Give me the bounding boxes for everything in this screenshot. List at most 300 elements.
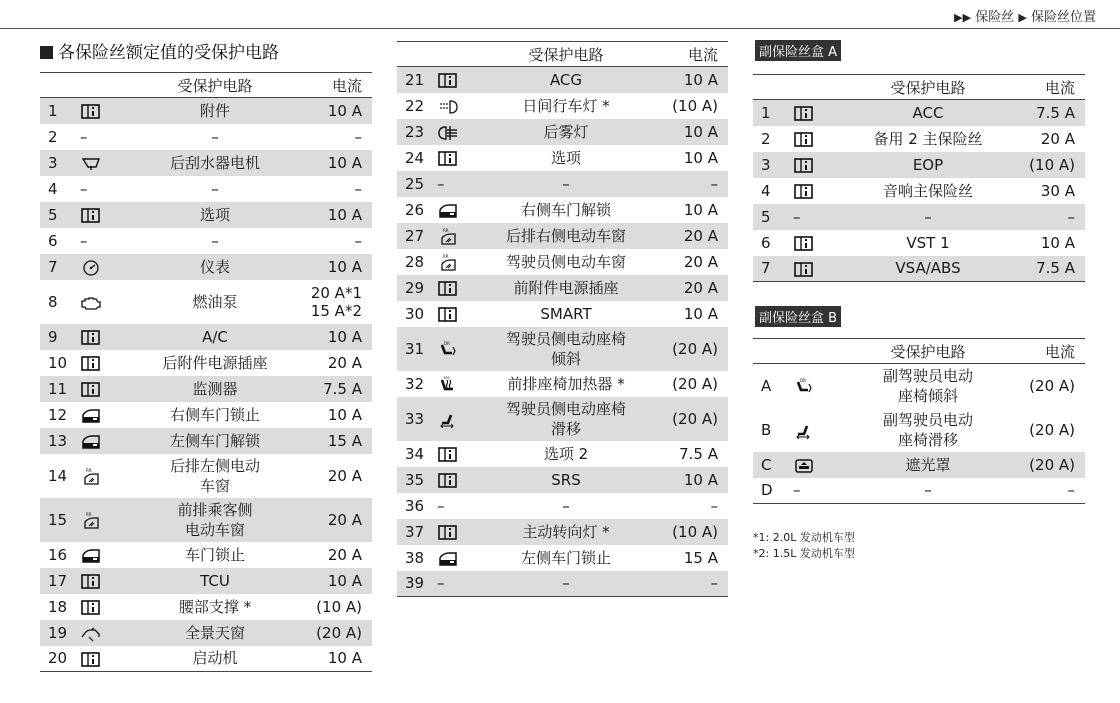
door-lock-icon <box>437 550 459 566</box>
amp-line: 10 A <box>327 649 362 668</box>
col-header-icon <box>437 42 481 67</box>
header-divider <box>0 28 1120 29</box>
circuit-line: ACC <box>912 103 944 122</box>
fuse-icon-cell <box>793 178 848 204</box>
fuse-icon-cell <box>437 67 481 93</box>
circuit-line: 备用 2 主保险丝 <box>873 129 983 148</box>
fuse-icon-cell <box>80 594 140 620</box>
fuse-icon-cell <box>80 542 140 568</box>
power-window-icon <box>437 228 459 244</box>
circuit-line: – <box>924 481 932 500</box>
book-icon <box>793 157 815 173</box>
fuse-amperage <box>290 620 372 646</box>
fuse-icon-cell <box>80 376 140 402</box>
breadcrumb <box>954 6 1096 25</box>
col-header-circuit: 受保护电路 <box>890 342 966 361</box>
col-header-icon <box>793 75 848 100</box>
fuse-number: 2 <box>761 129 771 148</box>
circuit-line: 燃油泵 <box>192 292 238 311</box>
fuse-number: 34 <box>405 444 425 463</box>
protected-circuit <box>848 100 1008 126</box>
table-row <box>397 301 728 327</box>
amp-line: 20 A <box>1040 129 1075 148</box>
circuit-line: 驾驶员侧电动座椅 <box>505 399 626 418</box>
amp-line: 7.5 A <box>679 444 718 463</box>
fuse-number: 3 <box>761 155 771 174</box>
fuse-number: 3 <box>48 153 58 172</box>
amp-line: 10 A <box>327 205 362 224</box>
circuit-line: 附件 <box>199 101 230 120</box>
fuse-amperage <box>1008 408 1085 452</box>
amp-line: 10 A <box>327 257 362 276</box>
fuse-amperage <box>290 254 372 280</box>
fuse-amperage <box>290 202 372 228</box>
amp-line: 20 A <box>327 466 362 485</box>
book-icon <box>80 355 102 371</box>
fuse-icon-cell <box>437 493 481 519</box>
table-row <box>753 152 1085 178</box>
fuse-amperage <box>290 402 372 428</box>
fuse-icon-cell <box>437 519 481 545</box>
table-row <box>40 202 372 228</box>
fuse-amperage <box>651 67 728 93</box>
fuse-amperage <box>290 376 372 402</box>
amp-line: (20 A) <box>316 623 362 642</box>
book-icon <box>793 183 815 199</box>
table-row <box>397 67 728 93</box>
amp-line: 7.5 A <box>323 379 362 398</box>
sub-fuse-box-b-table <box>753 338 1085 504</box>
fuse-amperage <box>651 145 728 171</box>
fuse-icon-cell <box>80 202 140 228</box>
amp-line: (10 A) <box>672 96 718 115</box>
fuse-amperage <box>290 150 372 176</box>
fuse-icon-cell <box>437 171 481 197</box>
fuse-number: 17 <box>48 571 68 590</box>
amp-line: (20 A) <box>672 339 718 358</box>
power-window-icon <box>80 468 102 484</box>
seat-recline-icon <box>793 378 815 394</box>
book-icon <box>793 105 815 121</box>
amp-line: – <box>710 174 718 193</box>
table-row <box>397 397 728 441</box>
protected-circuit <box>848 408 1008 452</box>
circuit-line: 副驾驶员电动 <box>882 410 973 429</box>
amp-line: 20 A <box>683 252 718 271</box>
dash-text: – <box>80 231 88 250</box>
protected-circuit <box>481 441 651 467</box>
fuse-icon-cell <box>80 176 140 202</box>
fuse-number: 10 <box>48 353 68 372</box>
fuse-amperage <box>651 171 728 197</box>
meter-icon <box>80 259 102 275</box>
table-row <box>40 176 372 202</box>
fuse-number: 25 <box>405 174 425 193</box>
table-row <box>40 498 372 542</box>
table-row <box>40 568 372 594</box>
book-icon <box>793 235 815 251</box>
fuse-icon-cell <box>437 327 481 371</box>
protected-circuit <box>481 571 651 597</box>
fuse-amperage <box>651 545 728 571</box>
fuse-number: 12 <box>48 405 68 424</box>
circuit-line: – <box>211 179 219 198</box>
fuse-number: 4 <box>761 181 771 200</box>
circuit-line: 选项 <box>199 205 230 224</box>
table-row <box>397 93 728 119</box>
book-icon <box>80 103 102 119</box>
fuse-icon-cell <box>80 402 140 428</box>
fuse-amperage <box>651 371 728 397</box>
protected-circuit <box>848 478 1008 504</box>
protected-circuit <box>848 256 1008 282</box>
protected-circuit <box>140 568 290 594</box>
protected-circuit <box>140 594 290 620</box>
circuit-line: 后排右侧电动车窗 <box>505 226 626 245</box>
fuse-number: 23 <box>405 122 425 141</box>
table-row <box>40 402 372 428</box>
fuse-amperage <box>290 568 372 594</box>
protected-circuit <box>140 228 290 254</box>
svg-text:RR: RR <box>443 254 449 259</box>
fuse-icon-cell <box>437 145 481 171</box>
fuse-number: 16 <box>48 545 68 564</box>
fuse-icon-cell <box>437 467 481 493</box>
protected-circuit <box>481 249 651 275</box>
book-icon <box>80 329 102 345</box>
col-header-circuit: 受保护电路 <box>528 45 604 64</box>
fuse-icon-cell <box>80 498 140 542</box>
col-header-amp: 电流 <box>1044 342 1075 361</box>
table-row <box>753 256 1085 282</box>
protected-circuit <box>481 93 651 119</box>
book-icon <box>437 280 459 296</box>
table-row <box>397 275 728 301</box>
fuse-icon-cell <box>80 620 140 646</box>
circuit-line: 右侧车门解锁 <box>520 200 611 219</box>
circuit-line: 音响主保险丝 <box>882 181 973 200</box>
fuse-icon-cell <box>793 478 848 504</box>
door-lock-icon <box>80 433 102 449</box>
svg-text:DR: DR <box>800 378 806 384</box>
fuse-amperage <box>651 327 728 371</box>
fuse-icon-cell <box>437 301 481 327</box>
sub-fuse-box-b-title: 副保险丝盒 B <box>755 306 841 327</box>
amp-line: 15 A <box>327 431 362 450</box>
circuit-line: ACG <box>549 70 583 89</box>
amp-line: 10 A <box>683 148 718 167</box>
amp-line: – <box>354 231 362 250</box>
table-row <box>397 171 728 197</box>
book-icon <box>80 573 102 589</box>
table-row <box>40 150 372 176</box>
power-window-icon <box>80 512 102 528</box>
fuse-number: 22 <box>405 96 425 115</box>
circuit-line: 电动车窗 <box>184 520 245 539</box>
table-row <box>753 178 1085 204</box>
protected-circuit <box>140 202 290 228</box>
amp-line: (20 A) <box>1029 420 1075 439</box>
table-row <box>397 571 728 597</box>
circuit-line: 前附件电源插座 <box>513 278 619 297</box>
col-header-circuit: 受保护电路 <box>177 76 253 95</box>
fuse-amperage <box>1008 204 1085 230</box>
fuse-icon-cell <box>793 364 848 408</box>
table-row <box>40 350 372 376</box>
dash-text: – <box>437 496 445 515</box>
col-header-amp: 电流 <box>1044 78 1075 97</box>
amp-line: (20 A) <box>1029 455 1075 474</box>
svg-text:RR: RR <box>86 468 92 473</box>
fuse-icon-cell <box>793 100 848 126</box>
protected-circuit <box>140 454 290 498</box>
table-row <box>397 441 728 467</box>
fuse-number: 6 <box>761 233 771 252</box>
fuse-table-1-20 <box>40 72 372 672</box>
col-header-icon <box>80 73 140 98</box>
table-row <box>40 254 372 280</box>
protected-circuit <box>848 152 1008 178</box>
amp-line: 20 A <box>683 278 718 297</box>
fuse-icon-cell <box>80 350 140 376</box>
amp-line: 20 A <box>683 226 718 245</box>
table-row <box>753 478 1085 504</box>
fuse-number: 11 <box>48 379 68 398</box>
fuse-amperage <box>290 454 372 498</box>
circuit-line: 滑移 <box>550 419 581 438</box>
protected-circuit <box>848 364 1008 408</box>
fuse-number: 15 <box>48 510 68 529</box>
circuit-line: – <box>924 207 932 226</box>
rear-fog-icon <box>437 124 459 140</box>
book-icon <box>80 207 102 223</box>
protected-circuit <box>140 150 290 176</box>
power-window-icon <box>437 254 459 270</box>
circuit-line: – <box>562 496 570 515</box>
fuse-icon-cell <box>437 545 481 571</box>
amp-line: 7.5 A <box>1036 259 1075 278</box>
amp-line: 10 A <box>327 153 362 172</box>
fuse-number: 14 <box>48 466 68 485</box>
protected-circuit <box>140 376 290 402</box>
fuse-amperage <box>1008 256 1085 282</box>
circuit-line: 启动机 <box>192 649 238 668</box>
table-row <box>753 408 1085 452</box>
breadcrumb-arrow: ▶▶ <box>954 11 972 24</box>
amp-line: 15 A <box>683 548 718 567</box>
fuse-number: 8 <box>48 292 58 311</box>
fuse-amperage <box>290 498 372 542</box>
fuse-amperage <box>290 428 372 454</box>
protected-circuit <box>848 230 1008 256</box>
amp-line: – <box>1067 207 1075 226</box>
breadcrumb-item[interactable]: 保险丝位置 <box>1030 10 1096 25</box>
protected-circuit <box>481 275 651 301</box>
fuse-table-21-39 <box>397 41 728 597</box>
table-row <box>40 324 372 350</box>
fuse-number: 38 <box>405 548 425 567</box>
protected-circuit <box>481 223 651 249</box>
fuse-amperage <box>651 397 728 441</box>
circuit-line: 监测器 <box>192 379 238 398</box>
circuit-line: 左侧车门解锁 <box>169 431 260 450</box>
col-header-icon <box>793 339 848 364</box>
sunshade-icon <box>793 457 815 473</box>
fuse-number: 7 <box>48 257 58 276</box>
fuse-number: 19 <box>48 623 68 642</box>
protected-circuit <box>140 254 290 280</box>
amp-line: (20 A) <box>672 409 718 428</box>
fuse-icon-cell <box>80 428 140 454</box>
amp-line: 10 A <box>327 101 362 120</box>
seat-slide-icon <box>437 411 459 427</box>
book-icon <box>437 472 459 488</box>
amp-line: 20 A*1 <box>310 283 362 302</box>
amp-line: 10 A <box>683 122 718 141</box>
fuse-amperage <box>290 98 372 124</box>
protected-circuit <box>848 204 1008 230</box>
section-title <box>40 38 279 63</box>
amp-line: (10 A) <box>672 522 718 541</box>
circuit-line: EOP <box>912 155 944 174</box>
breadcrumb-arrow: ▶ <box>1018 11 1027 24</box>
book-icon <box>437 72 459 88</box>
protected-circuit <box>481 545 651 571</box>
fuse-number: 18 <box>48 597 68 616</box>
fuse-icon-cell <box>80 324 140 350</box>
sub-fuse-box-a-table <box>753 74 1085 282</box>
fuse-amperage <box>290 594 372 620</box>
fuse-number: 13 <box>48 431 68 450</box>
fuse-amperage <box>290 350 372 376</box>
fuse-icon-cell <box>80 646 140 672</box>
circuit-line: – <box>211 127 219 146</box>
table-row <box>40 124 372 150</box>
dash-text: – <box>437 574 445 593</box>
circuit-line: 后刮水器电机 <box>169 153 260 172</box>
amp-line: 10 A <box>1040 233 1075 252</box>
table-row <box>397 249 728 275</box>
table-row <box>40 646 372 672</box>
fuse-amperage <box>1008 126 1085 152</box>
amp-line: 10 A <box>327 571 362 590</box>
protected-circuit <box>140 646 290 672</box>
engine-icon <box>80 294 102 310</box>
fuse-amperage <box>1008 152 1085 178</box>
col-header-no <box>753 339 793 364</box>
fuse-icon-cell <box>80 228 140 254</box>
fuse-amperage <box>651 275 728 301</box>
circuit-line: 驾驶员侧电动车窗 <box>505 252 626 271</box>
amp-line: 10 A <box>683 470 718 489</box>
fuse-icon-cell <box>437 119 481 145</box>
fuse-icon-cell <box>437 571 481 597</box>
fuse-icon-cell <box>437 371 481 397</box>
book-icon <box>80 599 102 615</box>
table-row <box>40 98 372 124</box>
circuit-line: 遮光罩 <box>905 455 951 474</box>
drl-icon <box>437 98 459 114</box>
circuit-line: 左侧车门锁止 <box>520 548 611 567</box>
protected-circuit <box>140 428 290 454</box>
protected-circuit <box>481 145 651 171</box>
amp-line: 15 A*2 <box>310 301 362 320</box>
protected-circuit <box>481 67 651 93</box>
amp-line: – <box>354 127 362 146</box>
protected-circuit <box>848 178 1008 204</box>
circuit-line: – <box>562 174 570 193</box>
amp-line: (20 A) <box>1029 376 1075 395</box>
circuit-line: 驾驶员侧电动座椅 <box>505 329 626 348</box>
amp-line: – <box>1067 481 1075 500</box>
amp-line: (10 A) <box>316 597 362 616</box>
seat-heater-icon <box>437 376 459 392</box>
protected-circuit <box>140 402 290 428</box>
table-row <box>397 467 728 493</box>
table-row <box>397 493 728 519</box>
amp-line: 20 A <box>327 510 362 529</box>
col-header-no <box>753 75 793 100</box>
fuse-number: 21 <box>405 70 425 89</box>
fuse-number: 20 <box>48 649 68 668</box>
circuit-line: 选项 <box>550 148 581 167</box>
circuit-line: 车窗 <box>199 476 230 495</box>
table-row <box>40 228 372 254</box>
fuse-number: 9 <box>48 327 58 346</box>
circuit-line: 车门锁止 <box>184 545 245 564</box>
breadcrumb-item[interactable]: 保险丝 <box>975 10 1015 25</box>
fuse-number: 33 <box>405 409 425 428</box>
col-header-no <box>397 42 437 67</box>
col-header-amp: 电流 <box>331 76 362 95</box>
fuse-icon-cell <box>437 223 481 249</box>
amp-line: 10 A <box>327 327 362 346</box>
amp-line: (10 A) <box>1029 155 1075 174</box>
protected-circuit <box>140 620 290 646</box>
fuse-icon-cell <box>437 93 481 119</box>
circuit-line: 倾斜 <box>550 349 581 368</box>
table-row <box>40 376 372 402</box>
fuse-number: 1 <box>761 103 771 122</box>
protected-circuit <box>140 280 290 324</box>
fuse-icon-cell <box>80 124 140 150</box>
amp-line: 7.5 A <box>1036 103 1075 122</box>
footnote: *1: 2.0L 发动机车型 <box>753 531 855 544</box>
protected-circuit <box>481 493 651 519</box>
table-row <box>40 280 372 324</box>
fuse-number: 28 <box>405 252 425 271</box>
circuit-line: A/C <box>202 327 228 346</box>
circuit-line: – <box>562 574 570 593</box>
circuit-line: 后附件电源插座 <box>162 353 268 372</box>
fuse-amperage <box>290 124 372 150</box>
fuse-icon-cell <box>80 280 140 324</box>
protected-circuit <box>481 171 651 197</box>
fuse-amperage <box>290 646 372 672</box>
circuit-line: 后雾灯 <box>543 122 589 141</box>
protected-circuit <box>140 498 290 542</box>
book-icon <box>437 150 459 166</box>
seat-recline-icon <box>437 341 459 357</box>
table-row <box>397 371 728 397</box>
amp-line: – <box>710 496 718 515</box>
protected-circuit <box>481 197 651 223</box>
fuse-icon-cell <box>80 254 140 280</box>
circuit-line: 后排左侧电动 <box>169 456 260 475</box>
svg-text:FR: FR <box>444 376 450 380</box>
table-row <box>397 145 728 171</box>
fuse-icon-cell <box>80 454 140 498</box>
